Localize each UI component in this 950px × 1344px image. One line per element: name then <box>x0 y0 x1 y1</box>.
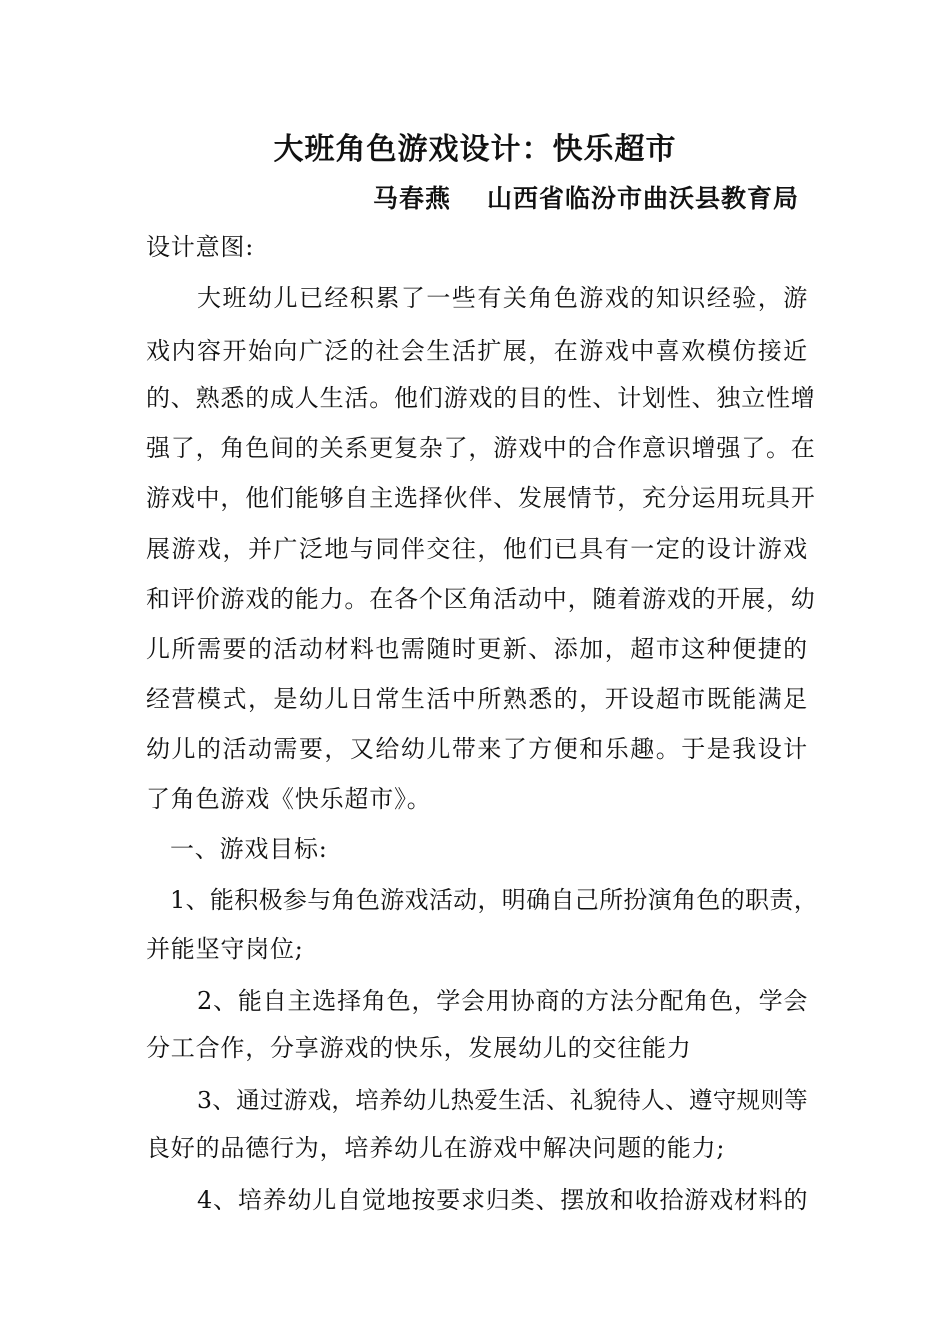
paragraph-line: 了角色游戏《快乐超市》。 <box>146 785 432 813</box>
author-affiliation: 山西省临汾市曲沃县教育局 <box>487 184 800 213</box>
goal-item-line: 3、通过游戏，培养幼儿热爱生活、礼貌待人、遵守规则等 <box>197 1086 808 1114</box>
paragraph-line: 和评价游戏的能力。在各个区角活动中，随着游戏的开展，幼 <box>146 585 816 613</box>
goal-item-line: 并能坚守岗位; <box>146 935 304 963</box>
paragraph-line: 游戏中，他们能够自主选择伙伴、发展情节，充分运用玩具开 <box>146 484 816 512</box>
goal-item-line: 分工合作，分享游戏的快乐，发展幼儿的交往能力 <box>146 1034 692 1062</box>
paragraph-line: 幼儿的活动需要，又给幼儿带来了方便和乐趣。于是我设计 <box>146 735 808 763</box>
section-heading: 一、游戏目标: <box>170 835 328 863</box>
goal-item-line: 良好的品德行为，培养幼儿在游戏中解决问题的能力; <box>146 1134 726 1162</box>
paragraph-line: 经营模式，是幼儿日常生活中所熟悉的，开设超市既能满足 <box>146 685 808 713</box>
paragraph-line: 大班幼儿已经积累了一些有关角色游戏的知识经验，游 <box>197 284 808 312</box>
paragraph-line: 的、熟悉的成人生活。他们游戏的目的性、计划性、独立性增 <box>146 384 816 412</box>
paragraph-line: 展游戏，并广泛地与同伴交往，他们已具有一定的设计游戏 <box>146 535 808 563</box>
document-title: 大班角色游戏设计：快乐超市 <box>273 132 677 167</box>
author-name: 马春燕 <box>373 184 452 213</box>
paragraph-line: 儿所需要的活动材料也需随时更新、添加，超市这种便捷的 <box>146 635 808 663</box>
author-line <box>373 181 799 217</box>
goal-item-line: 1、能积极参与角色游戏活动，明确自己所扮演角色的职责， <box>170 886 818 914</box>
paragraph-line: 强了，角色间的关系更复杂了，游戏中的合作意识增强了。在 <box>146 434 816 462</box>
goal-item-line: 2、能自主选择角色，学会用协商的方法分配角色，学会 <box>197 987 809 1015</box>
design-intent-heading: 设计意图: <box>146 233 255 261</box>
paragraph-line: 戏内容开始向广泛的社会生活扩展，在游戏中喜欢模仿接近 <box>146 337 808 365</box>
goal-item-line: 4、培养幼儿自觉地按要求归类、摆放和收拾游戏材料的 <box>197 1186 809 1214</box>
